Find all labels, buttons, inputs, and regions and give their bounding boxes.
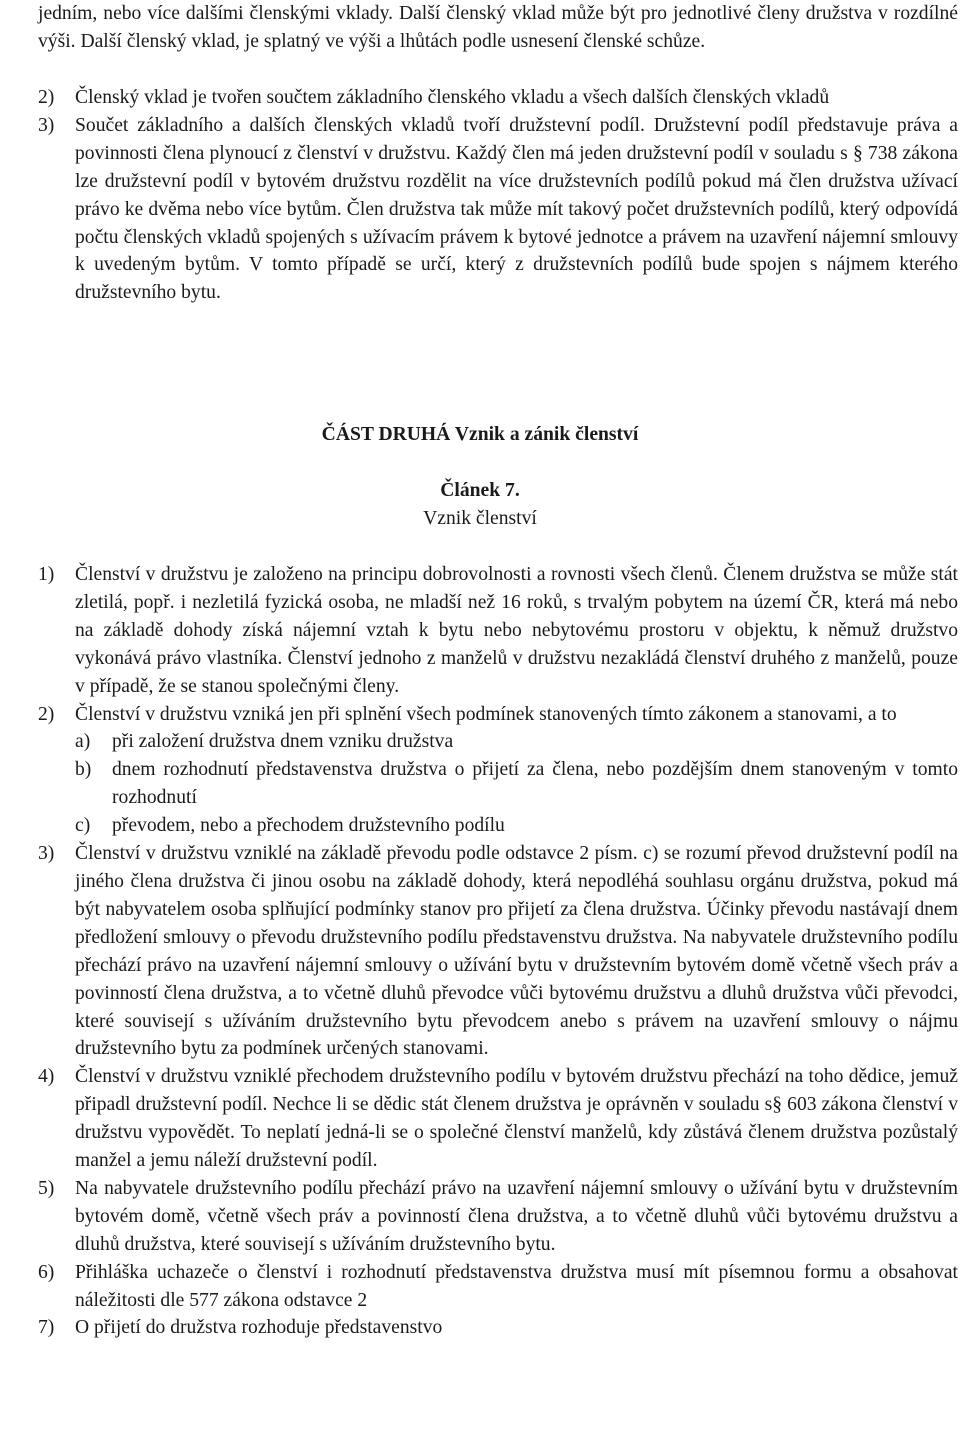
subitem-b (75, 756, 958, 812)
subitems (38, 728, 958, 840)
item-number: 2) (38, 87, 55, 108)
item-number: 5) (38, 1177, 55, 1199)
item-text: O přijetí do družstva rozhoduje představenstvo (75, 1317, 443, 1339)
part-title: ČÁST DRUHÁ Vznik a zánik členství (321, 424, 639, 445)
continuation-paragraph: jedním, nebo více dalšími členskými vklady. Další členský vklad může být pro jednotlivé členy družstva v rozdílné výši. Další členský vklad, je splatný ve výši a lhůtách podle usnesení členské schůze. (38, 3, 958, 52)
subitem-letter: c) (75, 815, 91, 837)
article-subtitle-text: Vznik členství (423, 508, 537, 529)
subitem-text: převodem, nebo a přechodem družstevního podílu (112, 815, 505, 837)
subitem-letter: a) (75, 731, 91, 753)
item-text: Členství v družstvu vzniká jen při splnění všech podmínek stanovených tímto zákonem a stanovami, a to (75, 703, 897, 725)
top-section (38, 0, 958, 56)
part-heading (0, 421, 960, 449)
item-text: Členství v družstvu je založeno na principu dobrovolnosti a rovnosti všech členů. Členem družstva se může stát zletilá, popř. i nezletilá fyzická osoba, ne mladší než 16 roků, s trvalým pobytem na území ČR, která má nebo na základě dohody získá nájemní vztah k bytu nebo nebytovému prostoru v objektu, k němuž družstvo vykonává právo vlastníka. Členství jednoho z manželů v družstvu nezakládá členství druhého z manželů, pouze v případě, že se stanou společnými členy. (75, 564, 958, 697)
article-items (38, 561, 958, 1342)
subitem-letter: b) (75, 759, 92, 781)
article-number: Článek 7. (440, 480, 520, 501)
list-item-7 (38, 1314, 958, 1342)
item-text: Přihláška uchazeče o členství i rozhodnutí představenstva družstva musí mít písemnou formu a obsahovat náležitosti dle 577 zákona odstavce 2 (75, 1261, 958, 1311)
subitem-a (75, 728, 958, 756)
list-item-3 (38, 112, 958, 307)
item-number: 4) (38, 1066, 55, 1088)
subitem-c (75, 812, 958, 840)
list-item-3 (38, 840, 958, 1063)
item-number: 6) (38, 1261, 55, 1283)
item-number: 7) (38, 1317, 55, 1339)
item-text: Členství v družstvu vzniklé na základě převodu podle odstavce 2 písm. c) se rozumí převod družstevní podíl na jiného člena družstva či jinou osobu na základě dohody, která nepodléhá souhlasu orgánu družstva, pokud má být nabyvatelem osoba splňující podmínky stanov pro přijetí za člena družstva. Účinky převodu nastávají dnem předložení smlouvy o převodu družstevního podílu představenstvu družstva. Na nabyvatele družstevního podílu přechází právo na uzavření nájemní smlouvy o užívání bytu v družstevním bytovém domě včetně všech práv a povinností člena družstva, a to včetně dluhů převodce vůči bytovému družstvu a dluhů družstva vůči převodci, které souvisejí s užíváním družstevního bytu převodcem anebo s právem na uzavření smlouvy o nájmu družstevního bytu za podmínek určených stanovami. (75, 843, 958, 1060)
list-item-2 (38, 84, 958, 112)
list-item-4 (38, 1063, 958, 1175)
article-heading (0, 477, 960, 505)
item-text: Na nabyvatele družstevního podílu přechází právo na uzavření nájemní smlouvy o užívání bytu v družstevním bytovém domě, včetně všech práv a povinností člena družstva, a to včetně dluhů vůči bytovému družstvu a dluhů družstva, které souvisejí s užíváním družstevního bytu. (75, 1177, 958, 1255)
item-text: Členský vklad je tvořen součtem základního členského vkladu a všech dalších členských vkladů (75, 87, 830, 108)
subitem-text: dnem rozhodnutí představenstva družstva o přijetí za člena, nebo pozdějším dnem stanoveným v tomto rozhodnutí (112, 759, 958, 809)
article-subtitle (0, 505, 960, 533)
list-item-2 (38, 701, 958, 729)
item-number: 2) (38, 703, 55, 725)
list-item-5 (38, 1175, 958, 1259)
list-item-1 (38, 561, 958, 701)
subitem-text: při založení družstva dnem vzniku družstva (112, 731, 454, 753)
item-text: Členství v družstvu vzniklé přechodem družstevního podílu v bytovém družstvu přechází na toho dědice, jemuž připadl družstevní podíl. Nechce li se dědic stát členem družstva je oprávněn v souladu s§ 603 zákona členství v družstvu vypovědět. To neplatí jedná-li se o společné členství manželů, kdy zůstává členem družstva pozůstalý manžel a jemu náleží družstevní podíl. (75, 1066, 958, 1172)
item-number: 3) (38, 114, 55, 136)
list-item-6 (38, 1259, 958, 1315)
item-text: Součet základního a dalších členských vkladů tvoří družstevní podíl. Družstevní podíl představuje práva a povinnosti člena plynoucí z členství v družstvu. Každý člen má jeden družstevní podíl v souladu s § 738 zákona lze družstevní podíl v bytovém družstvu rozdělit na více družstevních podílů pokud má člen družstva užívací právo ke dvěma nebo více bytům. Člen družstva tak může mít takový počet družstevních podílů, který odpovídá počtu členských vkladů spojených s užívacím právem k bytové jednotce a právem na uzavření nájemní smlouvy k uvedeným bytům. V tomto případě se určí, který z družstevních podílů bude spojen s nájmem kterého družstevního bytu. (75, 114, 958, 304)
top-items (38, 84, 958, 307)
item-number: 3) (38, 843, 55, 865)
item-number: 1) (38, 564, 55, 585)
